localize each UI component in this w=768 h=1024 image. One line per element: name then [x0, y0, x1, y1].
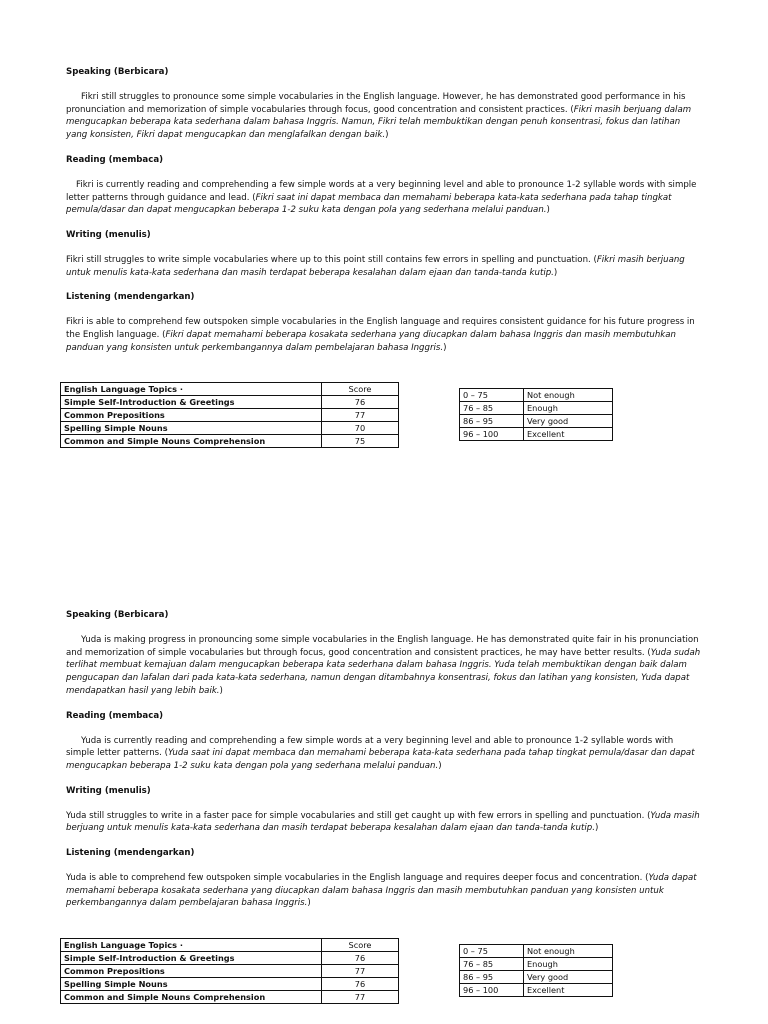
score-cell: 77 [322, 409, 399, 422]
reading-comment: Yuda is currently reading and comprehending a few simple words at a very beginning level and able to pronounce 1-2 syllable words with simple letter patterns. (Yuda saat ini dapat membaca dan memahami beberapa kata-kata sederhana pada tahap tingkat pemula/dasar dan dapat mengucapkan beberapa 1-2 suku kata dengan pola yang sederhana melalui panduan.) [66, 735, 695, 771]
table-row [61, 991, 399, 1004]
legend-row [460, 389, 613, 402]
topics-column-header: English Language Topics · [61, 383, 322, 396]
speaking-heading: Speaking (Berbicara) [66, 67, 169, 77]
legend-label: Excellent [524, 984, 613, 997]
table-row [61, 952, 399, 965]
legend-range: 96 – 100 [460, 428, 524, 441]
topic-cell: Simple Self-Introduction & Greetings [61, 952, 322, 965]
legend-label: Enough [524, 402, 613, 415]
score-cell: 77 [322, 965, 399, 978]
legend-row [460, 984, 613, 997]
reading-translation: Yuda saat ini dapat membaca dan memahami beberapa kata-kata sederhana pada tahap tingkat pemula/dasar dan dapat mengucapkan beberapa 1-2 suku kata dengan pola yang sederhana melalui panduan. [66, 748, 695, 771]
legend-row [460, 971, 613, 984]
score-cell: 77 [322, 991, 399, 1004]
legend-range: 76 – 85 [460, 958, 524, 971]
legend-range: 0 – 75 [460, 945, 524, 958]
topic-cell: Spelling Simple Nouns [61, 978, 322, 991]
score-cell: 76 [322, 978, 399, 991]
legend-label: Not enough [524, 945, 613, 958]
speaking-translation: Fikri masih berjuang dalam mengucapkan beberapa kata sederhana dalam bahasa Inggris. Namun, Fikri telah membuktikan dengan penuh konsentrasi, fokus dan latihan yang konsisten, Fikri dapat mengucapkan dan menglafalkan dengan baik. [66, 104, 692, 141]
table-row [61, 965, 399, 978]
student-report-fikri [64, 66, 702, 446]
legend-row [460, 945, 613, 958]
legend-range: 86 – 95 [460, 415, 524, 428]
legend-label: Enough [524, 958, 613, 971]
topics-score-table [60, 382, 399, 448]
score-cell: 76 [322, 952, 399, 965]
legend-range: 86 – 95 [460, 971, 524, 984]
legend-range: 96 – 100 [460, 984, 524, 997]
speaking-translation: Yuda sudah terlihat membuat kemajuan dalam mengucapkan beberapa kata sederhana dalam bahasa Inggris. Yuda telah membuktikan dengan baik dalam pengucapan dan lafalan dari pada kata-kata sederhana, namun dengan ditambahnya konsentrasi, fokus dan latihan yang konsisten, Yuda dapat mendapatkan hasil yang lebih baik. [66, 647, 701, 696]
topics-score-table [60, 938, 399, 1004]
score-cell: 76 [322, 396, 399, 409]
listening-comment: Yuda is able to comprehend few outspoken simple vocabularies in the English language and requires deeper focus and concentration. (Yuda dapat memahami beberapa kosakata sederhana yang diucapkan dalam bahasa Inggris dan masih membutuhkan panduan yang konsisten untuk perkembangannya dalam pembelajaran bahasa Inggris.) [66, 873, 697, 909]
writing-translation: Fikri masih berjuang untuk menulis kata-kata sederhana dan masih terdapat beberapa kesalahan dalam ejaan dan tanda-tanda kutip. [66, 254, 685, 278]
legend-label: Not enough [524, 389, 613, 402]
table-row [61, 396, 399, 409]
score-legend-table [459, 944, 613, 997]
reading-heading: Reading (membaca) [66, 154, 164, 165]
writing-comment: Fikri still struggles to write simple vocabularies where up to this point still contains few errors in spelling and punctuation. (Fikri masih berjuang untuk menulis kata-kata sederhana dan masih terdapat beberapa kesalahan dalam ejaan dan tanda-tanda kutip.) [66, 254, 685, 278]
reading-translation: Fikri saat ini dapat membaca dan memahami beberapa kata-kata sederhana pada tahap tingkat pemula/dasar dan dapat mengucapkan beberapa 1-2 suku kata dengan pola yang sederhana melalui panduan. [66, 192, 672, 216]
legend-label: Excellent [524, 428, 613, 441]
legend-row [460, 428, 613, 441]
writing-heading: Writing (menulis) [66, 229, 151, 240]
writing-heading: Writing (menulis) [66, 785, 151, 796]
writing-comment: Yuda still struggles to write in a faster pace for simple vocabularies and still get caught up with few errors in spelling and punctuation. (Yuda masih berjuang untuk menulis kata-kata sederhana dan masih terdapat beberapa kesalahan dalam ejaan dan tanda-tanda kutip.) [66, 810, 700, 834]
topic-cell: Simple Self-Introduction & Greetings [61, 396, 322, 409]
speaking-comment: Yuda is making progress in pronouncing some simple vocabularies in the English language. He has demonstrated quite fair in his pronunciation and memorization of simple vocabularies but through focus, good concentration and consistent practices, he may have better results. (Yuda sudah terlihat membuat kemajuan dalam mengucapkan beberapa kata sederhana dalam bahasa Inggris. Yuda telah membuktikan dengan baik dalam pengucapan dan lafalan dari pada kata-kata sederhana, namun dengan ditambahnya konsentrasi, fokus dan latihan yang konsisten, Yuda dapat mendapatkan hasil yang lebih baik.) [66, 635, 701, 696]
topic-cell: Common and Simple Nouns Comprehension [61, 435, 322, 448]
legend-range: 0 – 75 [460, 389, 524, 402]
table-header-row [61, 383, 399, 396]
topic-cell: Common Prepositions [61, 409, 322, 422]
table-row [61, 435, 399, 448]
table-row [61, 422, 399, 435]
speaking-heading: Speaking (Berbicara) [66, 610, 169, 620]
listening-translation: Fikri dapat memahami beberapa kosakata sederhana yang diucapkan dalam bahasa Inggris dan masih membutuhkan panduan yang konsisten untuk perkembangannya dalam pembelajaran bahasa Inggris. [66, 330, 676, 353]
student-report-yuda [64, 609, 702, 1002]
topic-cell: Common Prepositions [61, 965, 322, 978]
score-column-header: Score [322, 939, 399, 952]
table-row [61, 409, 399, 422]
score-cell: 70 [322, 422, 399, 435]
topic-cell: Common and Simple Nouns Comprehension [61, 991, 322, 1004]
legend-range: 76 – 85 [460, 402, 524, 415]
score-cell: 75 [322, 435, 399, 448]
listening-heading: Listening (mendengarkan) [66, 292, 195, 303]
table-header-row [61, 939, 399, 952]
score-legend-table [459, 388, 613, 441]
legend-row [460, 415, 613, 428]
legend-row [460, 958, 613, 971]
topics-column-header: English Language Topics · [61, 939, 322, 952]
score-column-header: Score [322, 383, 399, 396]
listening-comment: Fikri is able to comprehend few outspoken simple vocabularies in the English language and requires consistent guidance for his future progress in the English language. (Fikri dapat memahami beberapa kosakata sederhana yang diucapkan dalam bahasa Inggris dan masih membutuhkan panduan yang konsisten untuk perkembangannya dalam pembelajaran bahasa Inggris.) [66, 317, 695, 353]
reading-heading: Reading (membaca) [66, 710, 164, 721]
table-row [61, 978, 399, 991]
legend-row [460, 402, 613, 415]
legend-label: Very good [524, 415, 613, 428]
writing-translation: Yuda masih berjuang untuk menulis kata-kata sederhana dan masih terdapat beberapa kesalahan dalam ejaan dan tanda-tanda kutip. [66, 810, 700, 834]
topic-cell: Spelling Simple Nouns [61, 422, 322, 435]
reading-comment: Fikri is currently reading and comprehending a few simple words at a very beginning level and able to pronounce 1-2 syllable words with simple letter patterns through guidance and lead. (Fikri saat ini dapat membaca dan memahami beberapa kata-kata sederhana pada tahap tingkat pemula/dasar dan dapat mengucapkan beberapa 1-2 suku kata dengan pola yang sederhana melalui panduan.) [66, 179, 697, 216]
listening-heading: Listening (mendengarkan) [66, 848, 195, 859]
speaking-comment: Fikri still struggles to pronounce some simple vocabularies in the English language. However, he has demonstrated good performance in his pronunciation and memorization of simple vocabularies through focus, good concentration and consistent practices. (Fikri masih berjuang dalam mengucapkan beberapa kata sederhana dalam bahasa Inggris. Namun, Fikri telah membuktikan dengan penuh konsentrasi, fokus dan latihan yang konsisten, Fikri dapat mengucapkan dan menglafalkan dengan baik.) [66, 92, 692, 141]
legend-label: Very good [524, 971, 613, 984]
listening-translation: Yuda dapat memahami beberapa kosakata sederhana yang diucapkan dalam bahasa Inggris dan masih membutuhkan panduan yang konsisten untuk perkembangannya dalam pembelajaran bahasa Inggris. [66, 873, 697, 909]
